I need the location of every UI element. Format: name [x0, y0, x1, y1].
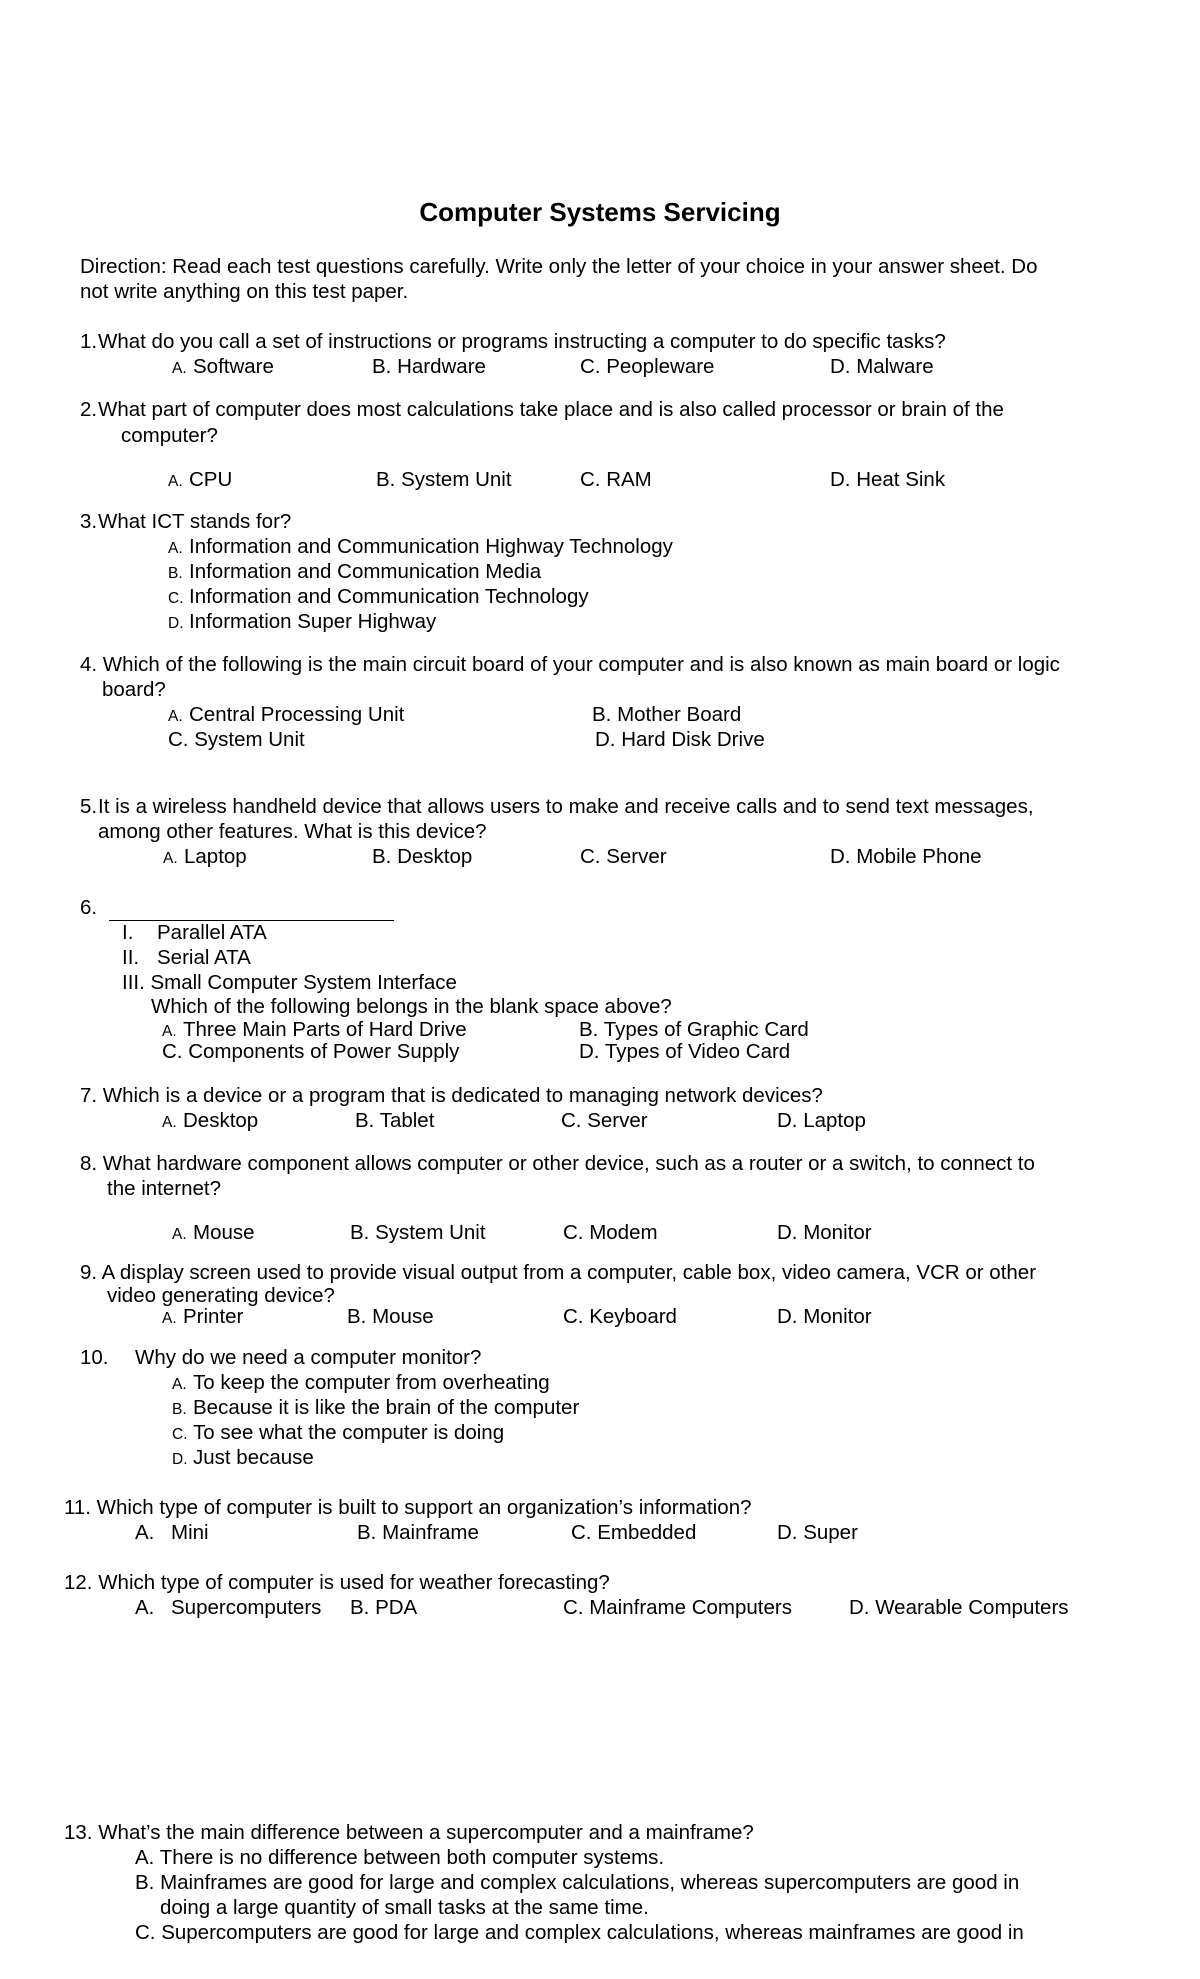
q8-option-d: D. Monitor [777, 1221, 872, 1244]
q2-text-line-1: What part of computer does most calculations take place and is also called processor or brain of the [98, 398, 1004, 421]
q7-option-b: B. Tablet [355, 1109, 435, 1132]
q6-option-c: C. Components of Power Supply [162, 1040, 460, 1063]
q12-option-c: C. Mainframe Computers [563, 1596, 792, 1619]
q4-option-c: C. System Unit [168, 728, 305, 751]
q3-option-a-letter: A. [168, 540, 183, 557]
q13-option-a: A. There is no difference between both computer systems. [135, 1846, 665, 1869]
direction-line-2: not write anything on this test paper. [80, 280, 409, 303]
q3-option-d: Information Super Highway [189, 610, 437, 633]
q9-text-line-1: 9. A display screen used to provide visual output from a computer, cable box, video camera, VCR or other [80, 1261, 1037, 1284]
q2-option-a-letter: A. [168, 473, 183, 490]
q7-option-a: Desktop [183, 1109, 259, 1132]
q11-option-b: B. Mainframe [357, 1521, 479, 1544]
direction-line-1: Direction: Read each test questions carefully. Write only the letter of your choice in your answer sheet. Do [80, 255, 1038, 278]
q10-option-b-letter: B. [172, 1401, 187, 1418]
q5-text-line-1: It is a wireless handheld device that allows users to make and receive calls and to send text messages, [98, 795, 1034, 818]
q5-option-d: D. Mobile Phone [830, 845, 982, 868]
q1-option-b: B. Hardware [372, 355, 486, 378]
q2-option-a: CPU [189, 468, 233, 491]
q1-option-c: C. Peopleware [580, 355, 715, 378]
q6-number: 6. [80, 896, 98, 919]
q2-option-c: C. RAM [580, 468, 652, 491]
q7-option-c: C. Server [561, 1109, 648, 1132]
q10-option-a: To keep the computer from overheating [193, 1371, 550, 1394]
q10-number: 10. [80, 1346, 109, 1369]
q10-option-d: Just because [193, 1446, 314, 1469]
q12-option-d: D. Wearable Computers [849, 1596, 1069, 1619]
q5-option-a: Laptop [184, 845, 247, 868]
q6-option-b: B. Types of Graphic Card [579, 1018, 809, 1041]
q9-option-a: Printer [183, 1305, 244, 1328]
q9-option-d: D. Monitor [777, 1305, 872, 1328]
q6-item-1: Parallel ATA [157, 921, 267, 944]
q7-option-d: D. Laptop [777, 1109, 866, 1132]
q8-option-a-letter: A. [172, 1226, 187, 1243]
q7-option-a-letter: A. [162, 1114, 177, 1131]
q10-option-d-letter: D. [172, 1451, 188, 1468]
q4-option-a: Central Processing Unit [189, 703, 405, 726]
q8-option-c: C. Modem [563, 1221, 658, 1244]
q5-option-b: B. Desktop [372, 845, 473, 868]
q1-option-a-letter: A. [172, 360, 187, 377]
q3-option-b-letter: B. [168, 565, 183, 582]
q6-text: Which of the following belongs in the blank space above? [151, 995, 672, 1018]
q1-number: 1. [80, 330, 98, 353]
q10-option-b: Because it is like the brain of the computer [193, 1396, 580, 1419]
q2-option-b: B. System Unit [376, 468, 512, 491]
q3-option-c-letter: C. [168, 590, 184, 607]
q10-option-c: To see what the computer is doing [193, 1421, 505, 1444]
q4-option-a-letter: A. [168, 708, 183, 725]
q8-option-b: B. System Unit [350, 1221, 486, 1244]
q6-option-d: D. Types of Video Card [579, 1040, 791, 1063]
q8-option-a: Mouse [193, 1221, 255, 1244]
q3-number: 3. [80, 510, 98, 533]
q10-text: Why do we need a computer monitor? [135, 1346, 482, 1369]
q13-option-b-line-2: doing a large quantity of small tasks at the same time. [160, 1896, 649, 1919]
q11-option-a: Mini [171, 1521, 209, 1544]
q6-item-2: Serial ATA [157, 946, 251, 969]
q9-option-a-letter: A. [162, 1310, 177, 1327]
q12-option-a-letter: A. [135, 1596, 155, 1619]
q1-option-d: D. Malware [830, 355, 934, 378]
q7-text: 7. Which is a device or a program that is dedicated to managing network devices? [80, 1084, 823, 1107]
q2-text-line-2: computer? [121, 424, 218, 447]
q8-text-line-2: the internet? [107, 1177, 221, 1200]
q6-option-a-letter: A. [162, 1023, 177, 1040]
q4-text-line-1: 4. Which of the following is the main circuit board of your computer and is also known as main board or logic [80, 653, 1060, 676]
q9-option-b: B. Mouse [347, 1305, 434, 1328]
q5-option-c: C. Server [580, 845, 667, 868]
q3-option-d-letter: D. [168, 615, 184, 632]
q4-option-b: B. Mother Board [592, 703, 742, 726]
q12-option-b: B. PDA [350, 1596, 418, 1619]
q2-number: 2. [80, 398, 98, 421]
q6-item-3: III. Small Computer System Interface [122, 971, 457, 994]
q6-item-1-number: I. [122, 921, 134, 944]
q5-option-a-letter: A. [163, 850, 178, 867]
q6-option-a: Three Main Parts of Hard Drive [183, 1018, 467, 1041]
q3-option-a: Information and Communication Highway Technology [189, 535, 673, 558]
q13-text: 13. What’s the main difference between a supercomputer and a mainframe? [64, 1821, 754, 1844]
q5-number: 5. [80, 795, 98, 818]
q5-text-line-2: among other features. What is this device? [98, 820, 487, 843]
q4-option-d: D. Hard Disk Drive [595, 728, 765, 751]
q3-option-b: Information and Communication Media [189, 560, 542, 583]
q3-option-c: Information and Communication Technology [189, 585, 589, 608]
q13-option-c: C. Supercomputers are good for large and complex calculations, whereas mainframes are good in [135, 1921, 1024, 1944]
q9-text-line-2: video generating device? [107, 1284, 335, 1307]
q1-option-a: Software [193, 355, 274, 378]
q11-text: 11. Which type of computer is built to support an organization’s information? [64, 1496, 752, 1519]
q8-text-line-1: 8. What hardware component allows computer or other device, such as a router or a switch, to connect to [80, 1152, 1035, 1175]
q10-option-a-letter: A. [172, 1376, 187, 1393]
q12-text: 12. Which type of computer is used for weather forecasting? [64, 1571, 610, 1594]
q4-text-line-2: board? [102, 678, 166, 701]
q12-option-a: Supercomputers [171, 1596, 322, 1619]
q6-item-2-number: II. [122, 946, 140, 969]
q2-option-d: D. Heat Sink [830, 468, 946, 491]
q9-option-c: C. Keyboard [563, 1305, 677, 1328]
q3-text: What ICT stands for? [98, 510, 292, 533]
q11-option-a-letter: A. [135, 1521, 155, 1544]
q13-option-b-line-1: B. Mainframes are good for large and complex calculations, whereas supercomputers are good in [135, 1871, 1020, 1894]
page-title: Computer Systems Servicing [419, 197, 781, 227]
q10-option-c-letter: C. [172, 1426, 188, 1443]
q11-option-d: D. Super [777, 1521, 858, 1544]
q11-option-c: C. Embedded [571, 1521, 697, 1544]
q1-text: What do you call a set of instructions or programs instructing a computer to do specific tasks? [98, 330, 946, 353]
